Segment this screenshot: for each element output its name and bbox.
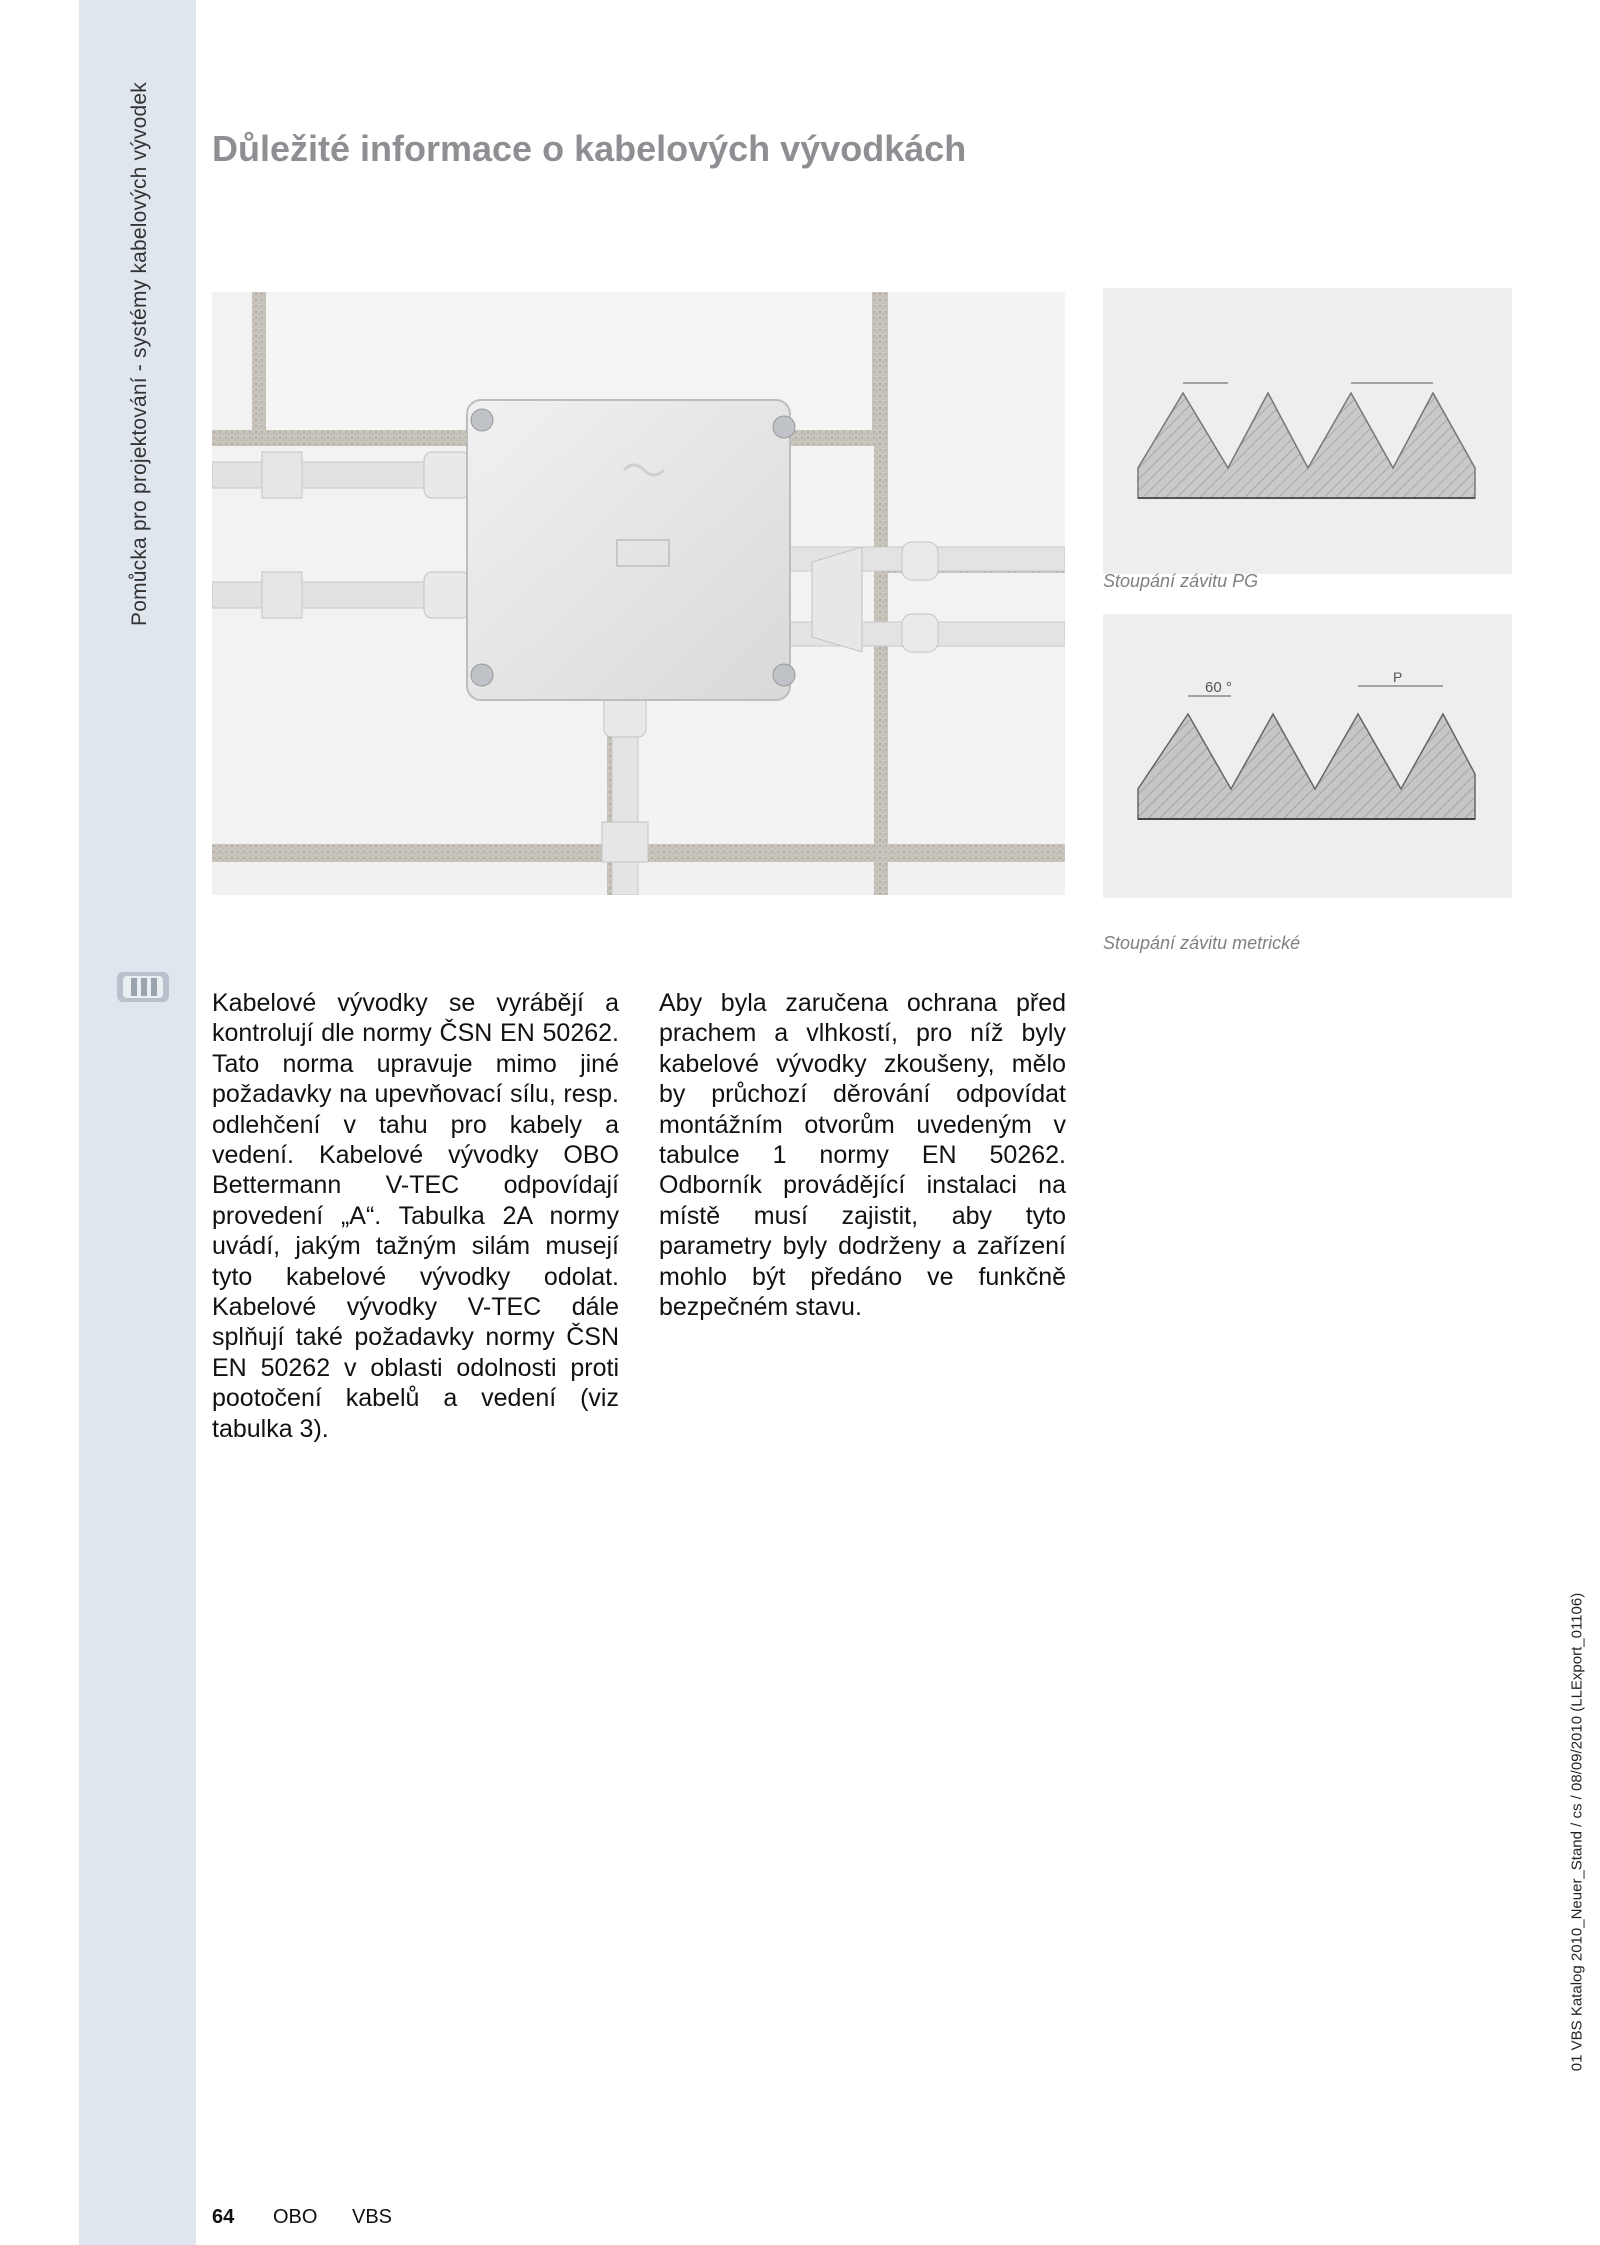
page-number: 64 — [212, 2206, 235, 2228]
product-line: VBS — [352, 2206, 393, 2228]
pg-thread-diagram — [1103, 288, 1512, 574]
body-column-left: Kabelové vývodky se vyrábějí a kontrolují dle normy ČSN EN 50262. Tato norma upravuje mimo jiné požadavky na upevňovací sílu, resp. odlehčení v tahu pro kabely a vedení. Kabelové vývodky OBO Bettermann V-TEC odpovídají provedení „A“. Tabulka 2A normy uvádí, jakým tažným silám musejí tyto kabelové vývodky odolat. Kabelové vývodky V-TEC dále splňují také požadavky normy ČSN EN 50262 v oblasti odolnosti proti pootočení kabelů a vedení (viz tabulka 3). — [212, 989, 619, 1443]
pg-thread-caption: Stoupání závitu PG — [1103, 571, 1259, 591]
angle-label: 60 ° — [1205, 679, 1232, 696]
junction-box-photo — [212, 292, 1065, 895]
metric-thread-caption: Stoupání závitu metrické — [1103, 933, 1301, 953]
cable-gland-icon — [113, 964, 173, 1008]
metric-thread-diagram — [1103, 614, 1512, 898]
page-title: Důležité informace o kabelových vývodkách — [212, 128, 967, 169]
brand-name: OBO — [273, 2206, 318, 2228]
body-column-right: Aby byla zaručena ochrana před prachem a vlhkostí, pro níž byly kabelové vývodky zkoušeny, mělo by průchozí děrování odpovídat montážním otvorům uvedeným v tabulce 1 normy EN 50262. Odborník provádějící instalaci na místě musí zajistit, aby tyto parametry byly dodrženy a zařízení mohlo být předáno ve funkčně bezpečném stavu. — [659, 989, 1066, 1322]
pitch-label: P — [1393, 669, 1403, 685]
